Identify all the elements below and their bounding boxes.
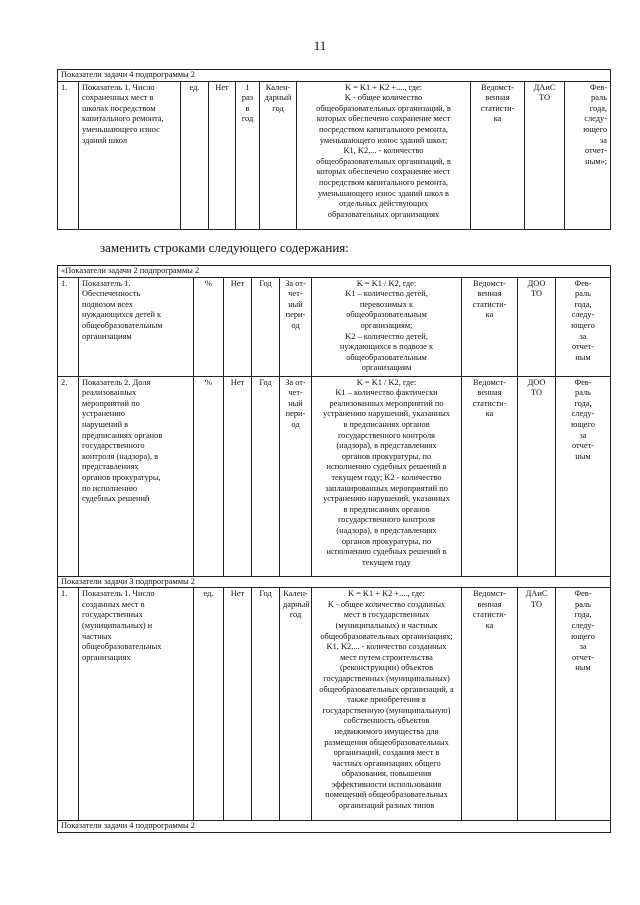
table-row	[58, 376, 611, 576]
section-row	[58, 576, 611, 588]
basis-cell: За от- чет- ный пери- од	[280, 376, 312, 576]
section-title: Показатели задачи 3 подпрограммы 2	[58, 576, 611, 588]
formula-cell: K = K1 + K2 +...., где: K - общее количество общеобразовательных организаций, в которых обеспечено сохранение мест посредством капитального ремонта, уменьшающего износ зданий школ; K1, K2,... - количество общеобразовательных организаций, в которых обеспечено сохранение мест посредством капитального ремонта, уменьшающего износ зданий школ в отдельных действующих образовательных организациях	[297, 81, 471, 229]
period-cell: Год	[252, 277, 280, 376]
flag-cell: Нет	[224, 277, 252, 376]
source-cell: Ведомст- венная статисти- ка	[462, 588, 518, 821]
formula-cell: K = K1 / K2, где: K1 – количество фактически реализованных мероприятий по устранению нарушений, указанных в предписаниях органов государственного контроля (надзора), в представлениях органов прокуратуры, по исполнению судебных решений в текущем году; K2 - количество запланированных мероприятий по устранению нарушений, указанных в предписаниях органов государственного контроля (надзора), в представлениях органов прокуратуры, по исполнению судебных решений в текущем году	[312, 376, 462, 576]
indicator-name: Показатель 1. Число созданных мест в государственных (муниципальных) и частных общеобразовательных организациях	[79, 588, 194, 821]
table-row	[58, 277, 611, 376]
row-number: 1.	[58, 81, 79, 229]
unit-cell: %	[194, 376, 224, 576]
section-row	[58, 70, 611, 82]
responsible-cell: ДАиС ТО	[518, 588, 556, 821]
unit-cell: ед.	[194, 588, 224, 821]
indicator-name: Показатель 2. Доля реализованных мероприятий по устранению нарушений в предписаниях органов государственного контроля (надзора), в представлениях органов прокуратуры, по исполнению судебных решений	[79, 376, 194, 576]
section-title: Показатели задачи 4 подпрограммы 2	[58, 821, 611, 833]
flag-cell: Нет	[224, 588, 252, 821]
flag-cell: Нет	[224, 376, 252, 576]
responsible-cell: ДОО ТО	[518, 376, 556, 576]
source-cell: Ведомст- венная статисти- ка	[462, 277, 518, 376]
basis-cell: Кален- дарный год	[280, 588, 312, 821]
indicator-name: Показатель 1. Обеспеченность подвозом всех нуждающихся детей к общеобразовательным организациям	[79, 277, 194, 376]
term-cell: Фев- раль года, следу- ющего за отчет- ным	[556, 588, 611, 821]
indicator-table-replacement	[57, 265, 611, 833]
source-cell: Ведомст- венная статисти- ка	[462, 376, 518, 576]
section-title: «Показатели задачи 2 подпрограммы 2	[58, 266, 611, 278]
section-row	[58, 266, 611, 278]
page-number: 11	[313, 38, 327, 53]
term-cell: Фев- раль года, следу- ющего за отчет- ным	[556, 376, 611, 576]
period-cell: Год	[252, 376, 280, 576]
basis-cell: За от- чет- ный пери- од	[280, 277, 312, 376]
table-row	[58, 81, 611, 229]
row-number: 2.	[58, 376, 79, 576]
responsible-cell: ДАиС ТО	[525, 81, 565, 229]
section-row	[58, 821, 611, 833]
table-row	[58, 588, 611, 821]
term-cell: Фев- раль года, следу- ющего за отчет- ным	[556, 277, 611, 376]
replace-heading: заменить строками следующего содержания:	[100, 240, 349, 255]
indicator-table-original	[57, 69, 611, 230]
flag-cell: Нет	[209, 81, 236, 229]
row-number: 1.	[58, 277, 79, 376]
term-cell: Фев- раль года, следу- ющего за отчет- ным»;	[565, 81, 611, 229]
period-cell: Год	[252, 588, 280, 821]
section-title: Показатели задачи 4 подпрограммы 2	[58, 70, 611, 82]
formula-cell: K = K1 + K2 +...., где: K - общее количество созданных мест в государственных (муниципальных) и частных общеобразовательных организациях; K1, K2,... - количество созданных мест путем строительства (реконструкции) объектов государственных (муниципальных) общеобразовательных организаций, а также приобретения в государственную (муниципальную) собственность объектов недвижимого имущества для размещения общеобразовательных организаций, создания мест в частных организациях общего образования, повышения эффективности использования помещений общеобразовательных организаций разных типов	[312, 588, 462, 821]
unit-cell: ед.	[181, 81, 209, 229]
formula-cell: K = K1 / K2, где: K1 – количество детей, перевозимых к общеобразовательным организациям; K2 – количество детей, нуждающихся в подвозе к общеобразовательным организациям	[312, 277, 462, 376]
row-number: 1.	[58, 588, 79, 821]
period-cell: 1 раз в год	[236, 81, 260, 229]
source-cell: Ведомст- венная статисти- ка	[471, 81, 525, 229]
basis-cell: Кален- дарный год	[260, 81, 297, 229]
responsible-cell: ДОО ТО	[518, 277, 556, 376]
indicator-name: Показатель 1. Число сохраненных мест в школах посредством капитального ремонта, уменьшающего износ зданий школ	[79, 81, 181, 229]
unit-cell: %	[194, 277, 224, 376]
